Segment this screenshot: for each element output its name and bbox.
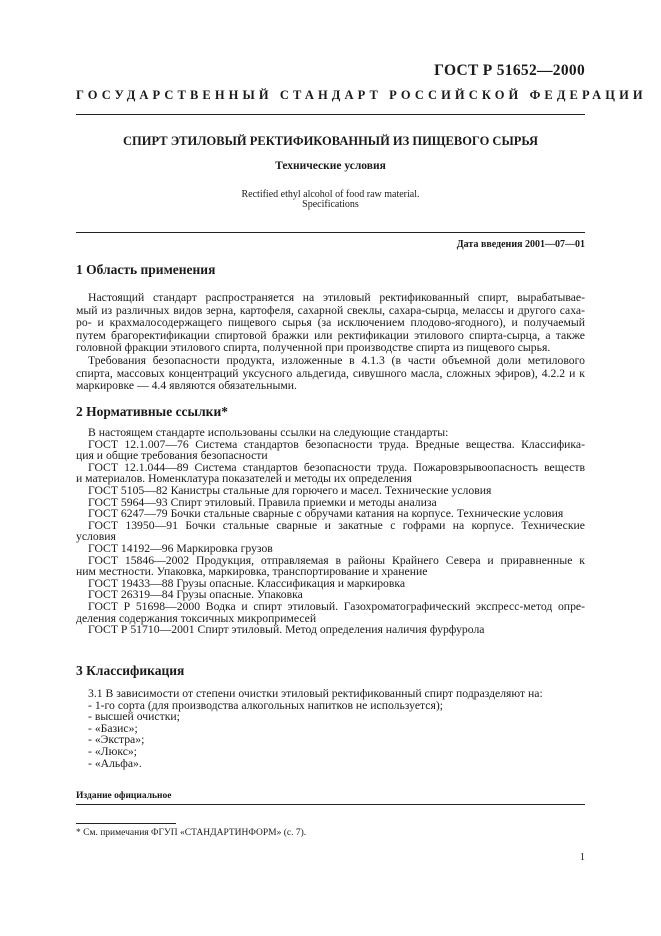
text-line: ГОСТ 15846—2002 Продукция, отправляемая в районы Крайнего Севера и приравненные к [88,553,585,567]
text-line: - «Базис»; [88,721,138,735]
text-line: условия [76,530,116,544]
text-line: - «Альфа». [88,756,142,770]
text-line: ним местности. Упаковка, маркировка, транспортирование и хранение [76,565,428,579]
english-title-line-2: Specifications [302,199,359,210]
text-line: ГОСТ Р 51710—2001 Спирт этиловый. Метод определения наличия фурфурола [88,623,485,637]
edition-rule [76,804,585,805]
text-line: В настоящем стандарте использованы ссылки на следующие стандарты: [88,426,449,439]
footnote-rule [76,823,176,824]
header-rule [76,114,585,115]
state-standard-heading: ГОСУДАРСТВЕННЫЙ СТАНДАРТ РОССИЙСКОЙ ФЕДЕРАЦИИ [76,88,647,102]
text-line: ГОСТ 26319—84 Грузы опасные. Упаковка [88,588,303,602]
section-2-heading: 2 Нормативные ссылки* [76,404,228,419]
text-line: ГОСТ 19433—88 Грузы опасные. Классификация и маркировка [88,576,406,590]
text-line: и материалов. Номенклатура показателей и методы их определения [76,472,412,486]
footnote: * См. примечания ФГУП «СТАНДАРТИНФОРМ» (с. 7). [76,828,307,838]
text-line: - 1-го сорта (для производства алкогольных напитков не используется); [88,698,444,712]
text-line: - «Экстра»; [88,733,145,747]
section-3-heading: 3 Классификация [76,663,185,678]
text-line: ГОСТ 6247—79 Бочки стальные сварные с обручами катания на корпусе. Технические условия [88,507,564,521]
text-line: ГОСТ 14192—96 Маркировка грузов [88,542,273,555]
english-title-line-1: Rectified ethyl alcohol of food raw material. [241,189,420,200]
text-line: ГОСТ 12.1.044—89 Система стандартов безопасности труда. Пожаровзрывоопасность веществ [88,460,585,474]
text-line: ГОСТ Р 51698—2000 Водка и спирт этиловый. Газохроматографический экспресс-метод опре- [88,600,585,613]
edition-official: Издание официальное [76,791,172,801]
section-1-heading: 1 Область применения [76,262,216,277]
text-line: ГОСТ 12.1.007—76 Система стандартов безопасности труда. Вредные вещества. Классифика- [88,437,585,451]
text-line: Настоящий стандарт распространяется на этиловый ректификованный спирт, вырабатывае- [88,291,585,304]
title-rule [76,232,585,233]
introduction-date: Дата введения 2001—07—01 [456,239,585,250]
text-line: маркировке — 4.4 являются обязательными. [76,379,297,393]
gost-number: ГОСТ Р 51652—2000 [434,62,585,79]
text-line: - «Люкс»; [88,745,137,758]
text-line: спирта, массовых концентраций уксусного альдегида, сивушного масла, сложных эфиров), 4.2.2 и к [76,366,585,380]
text-line: ГОСТ 5964—93 Спирт этиловый. Правила приемки и методы анализа [88,495,437,509]
text-line: путем брагоректификации спиртовой бражки или ректификации этилового спирта-сырца, а также [76,328,585,342]
text-line: ГОСТ 13950—91 Бочки стальные сварные и закатные с гофрами на корпусе. Технические [88,518,585,532]
text-line: Требования безопасности продукта, изложенные в 4.1.3 (в части объемной доли метилового [88,354,585,367]
text-line: - высшей очистки; [88,710,180,724]
page-number: 1 [579,852,585,863]
document-title: СПИРТ ЭТИЛОВЫЙ РЕКТИФИКОВАННЫЙ ИЗ ПИЩЕВОГО СЫРЬЯ [122,134,538,148]
text-line: ция и общие требования безопасности [76,449,268,463]
text-line: деления содержания токсичных микропримесей [76,611,317,625]
text-line: ро- и крахмалосодержащего пищевого сырья (за исключением плодово-ягодного), и получаемый [76,316,585,330]
document-subtitle: Технические условия [275,160,386,172]
text-line: ГОСТ 5105—82 Канистры стальные для горючего и масел. Технические условия [88,484,492,497]
text-line: 3.1 В зависимости от степени очистки этиловый ректификованный спирт подразделяют на: [88,687,543,700]
text-line: мый из различных видов зерна, картофеля, сахарной свеклы, сахара-сырца, мелассы и другого саха- [76,303,585,317]
text-line: головной фракции этилового спирта, полученной при производстве спирта из пищевого сырья. [76,341,551,355]
